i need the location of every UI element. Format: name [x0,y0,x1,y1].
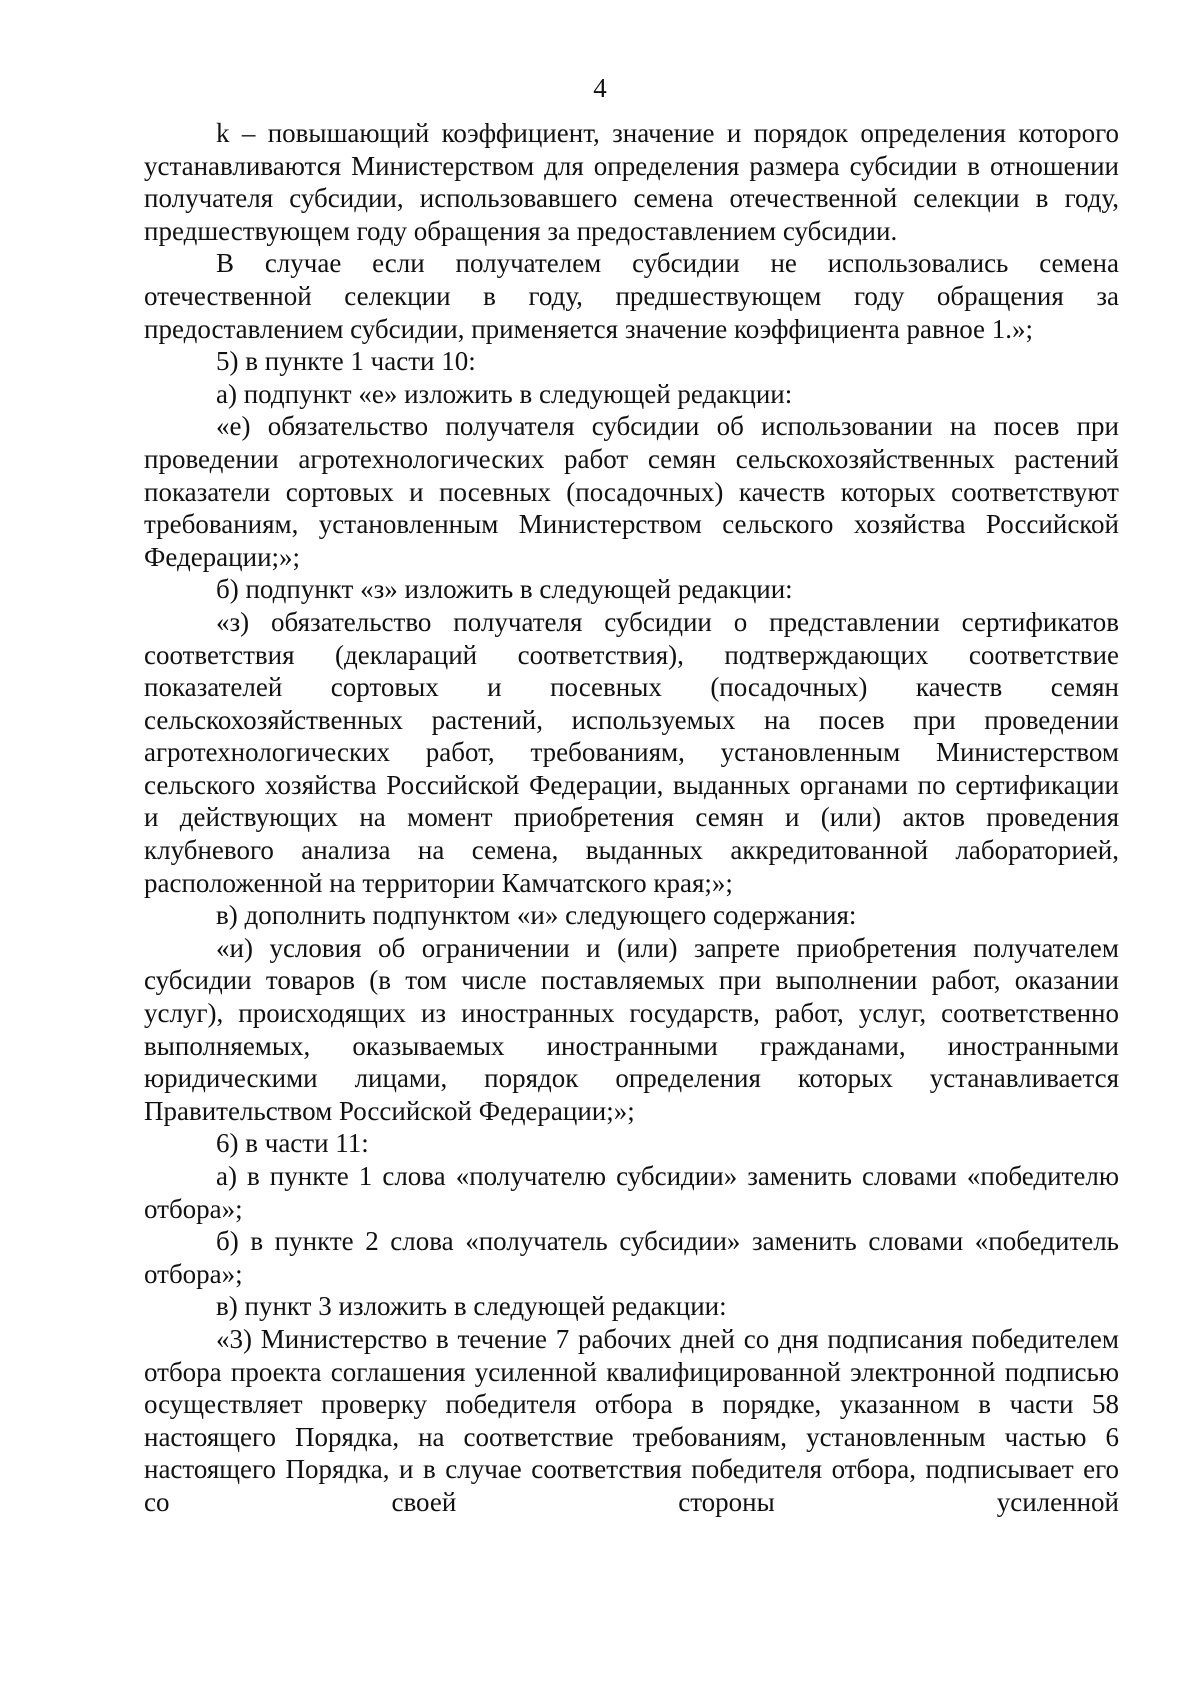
page-number: 4 [593,73,607,103]
paragraph-subitem-e-text: «е) обязательство получателя субсидии об использовании на посев при проведении агротехнологических работ семян сельскохозяйственных растений показатели сортовых и посевных (посадочных) качеств которых соответствуют требованиям, установленным Министерством сельского хозяйства Российской Федерации;»; [144,411,1119,572]
paragraph-item-6-b: б) в пункте 2 слова «получатель субсидии» заменить словами «победитель отбора»; [144,1226,1119,1289]
document-body [144,117,1119,1519]
paragraph-item-3-text: «3) Министерство в течение 7 рабочих дней со дня подписания победителем отбора проекта соглашения усиленной квалифицированной электронной подписью осуществляет проверку победителя отбора в порядке, указанном в части 58 настоящего Порядка, на соответствие требованиям, установленным частью 6 настоящего Порядка, и в случае соответствия победителя отбора, подписывает его со своей стороны усиленной [144,1323,1119,1517]
paragraph-coefficient-definition: k – повышающий коэффициент, значение и порядок определения которого устанавливаются Министерством для определения размера субсидии в отношении получателя субсидии, использовавшего семена отечественной селекции в году, предшествующем году обращения за предоставлением субсидии. [144,118,1119,246]
paragraph-item-5: 5) в пункте 1 части 10: [216,346,476,377]
paragraph-subitem-z-text: «з) обязательство получателя субсидии о представлении сертификатов соответствия (деклараций соответствия), подтверждающих соответствие показателей сортовых и посевных (посадочных) качеств семян сельскохозяйственных растений, используемых на посев при проведении агротехнологических работ, требованиям, установленным Министерством сельского хозяйства Российской Федерации, выданных органами по сертификации и действующих на момент приобретения семян и (или) актов проведения клубневого анализа на семена, выданных аккредитованной лабораторией, расположенной на территории Камчатского края;»; [144,606,1119,898]
paragraph-subitem-a: а) подпункт «е» изложить в следующей редакции: [216,378,793,409]
paragraph-item-6: 6) в части 11: [216,1128,369,1159]
paragraph-subitem-i-text: «и) условия об ограничении и (или) запрете приобретения получателем субсидии товаров (в том числе поставляемых при выполнении работ, оказании услуг), происходящих из иностранных государств, работ, услуг, соответственно выполняемых, оказываемых иностранными гражданами, иностранными юридическими лицами, порядок определения которых устанавливается Правительством Российской Федерации;»; [144,932,1119,1126]
paragraph-coefficient-default: В случае если получателем субсидии не использовались семена отечественной селекции в году, предшествующем году обращения за предоставлением субсидии, применяется значение коэффициента равное 1.»; [144,248,1119,344]
paragraph-item-6-a: а) в пункте 1 слова «получателю субсидии» заменить словами «победителю отбора»; [144,1161,1119,1224]
paragraph-subitem-b: б) подпункт «з» изложить в следующей редакции: [216,574,793,605]
paragraph-item-6-v: в) пункт 3 изложить в следующей редакции: [216,1291,727,1322]
paragraph-subitem-v: в) дополнить подпунктом «и» следующего содержания: [216,900,857,931]
